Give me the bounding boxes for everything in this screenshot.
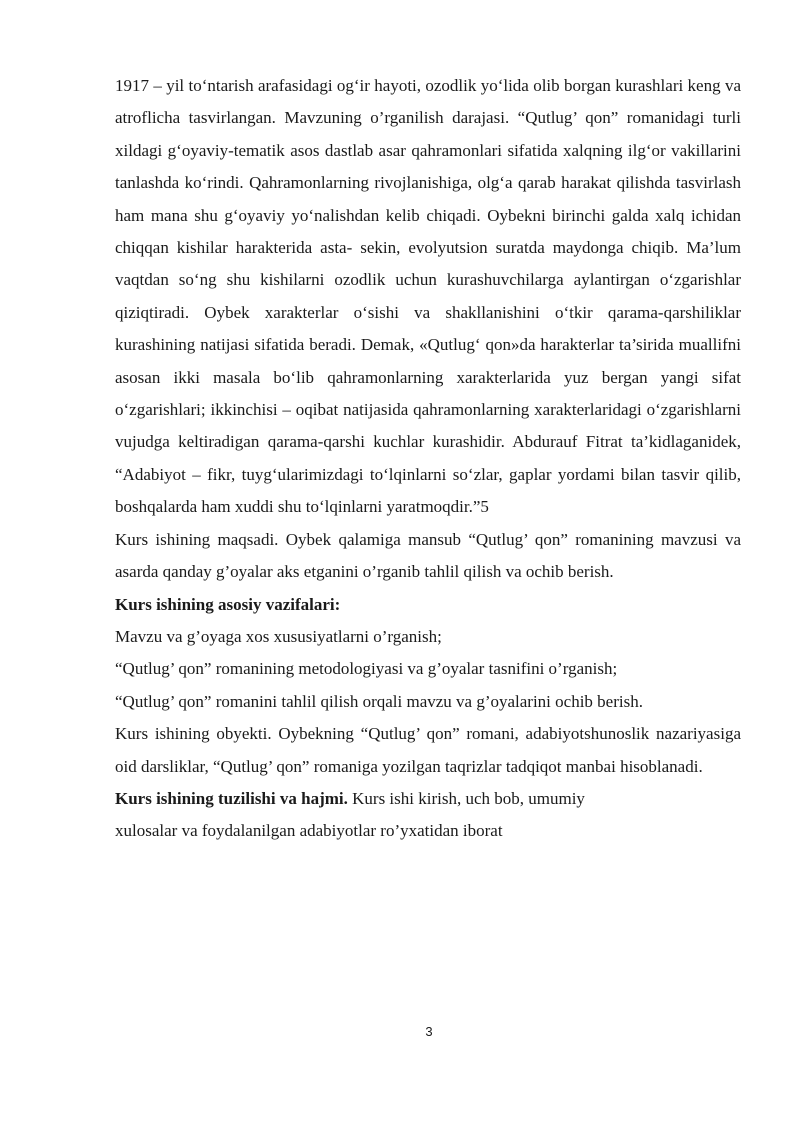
structure-text: Kurs ishi kirish, uch bob, umumiy bbox=[347, 788, 585, 808]
task-item: “Qutlug’ qon” romanini tahlil qilish orqali mavzu va g’oyalarini ochib berish. bbox=[115, 691, 643, 711]
task-item: Mavzu va g’oyaga xos xususiyatlarni o’rganish; bbox=[115, 626, 442, 646]
body-paragraph: Kurs ishining obyekti. Oybekning “Qutlug’ qon” romani, adabiyotshunoslik nazariyasiga oid darsliklar, “Qutlug’ qon” romaniga yozilgan taqrizlar tadqiqot manbai hisoblanadi. bbox=[115, 724, 741, 776]
structure-continuation: xulosalar va foydalanilgan adabiyotlar ro’yxatidan iborat bbox=[115, 821, 503, 841]
structure-label: Kurs ishining tuzilishi va hajmi. bbox=[115, 788, 348, 808]
body-paragraph: Kurs ishining maqsadi. Oybek qalamiga mansub “Qutlug’ qon” romanining mavzusi va asarda qanday g’oyalar aks etganini o’rganib tahlil qilish va ochib berish. bbox=[115, 529, 741, 582]
body-paragraph: 1917 – yil to‘ntarish arafasidagi og‘ir hayoti, ozodlik yo‘lida olib borgan kurashlari keng va atroflicha tasvirlangan. Mavzuning o’rganilish darajasi. “Qutlug’ qon” romanidagi turli xildagi g‘oyaviy-tematik asos dastlab asar qahramonlari sifatida xalqning ilg‘or vakillarini tanlashda ko‘rindi. Qahramonlarning rivojlanishiga, olg‘a qarab harakat qilishda tasvirlash ham mana shu g‘oyaviy yo‘nalishdan kelib chiqadi. Oybekni birinchi galda xalq ichidan chiqqan kishilar harakterida asta- sekin, evolyutsion suratda maydonga chiqib. Ma’lum vaqtdan so‘ng shu kishilarni ozodlik uchun kurashuvchilarga aylantirgan o‘zgarishlar qiziqtiradi. Oybek xarakterlar o‘sishi va shakllanishini o‘tkir qarama-qarshiliklar kurashining natijasi sifatida beradi. Demak, «Qutlug‘ qon»da harakterlar ta’sirida muallifni asosan ikki masala bo‘lib qahramonlarning xarakterlarida yuz bergan yangi sifat o‘zgarishlari; ikkinchisi – oqibat natijasida qahramonlarning xarakterlaridagi o‘zgarishlarni vujudga keltiradigan qarama-qarshi kuchlar kurashidir. Abdurauf Fitrat ta’kidlaganidek, “Adabiyot – fikr, tuyg‘ularimizdagi to‘lqinlarni so‘zlar, gaplar yordami bilan tasvir qilib, boshqalarda ham xuddi shu to‘lqinlarni yaratmoqdir.”5 bbox=[115, 76, 741, 517]
task-item: “Qutlug’ qon” romanining metodologiyasi va g’oyalar tasnifini o’rganish; bbox=[115, 659, 618, 679]
document-body bbox=[115, 70, 741, 848]
section-heading: Kurs ishining asosiy vazifalari: bbox=[115, 594, 341, 614]
structure-paragraph bbox=[115, 783, 741, 815]
page-number: 3 bbox=[425, 1024, 433, 1039]
